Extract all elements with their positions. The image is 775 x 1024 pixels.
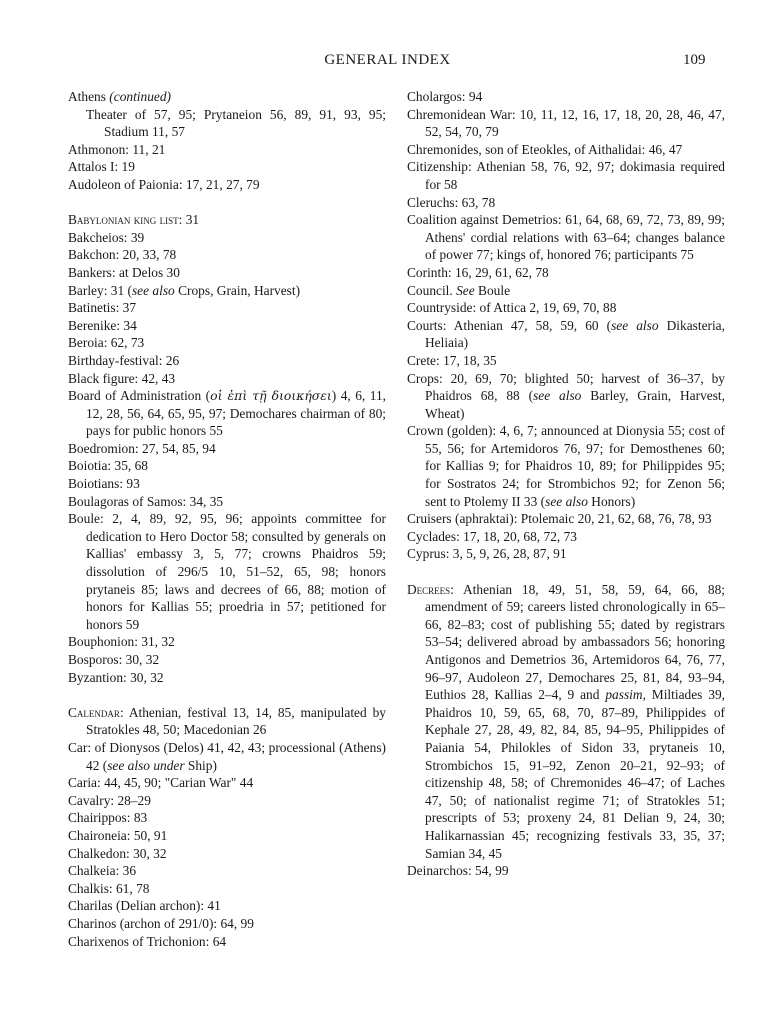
running-header: GENERAL INDEX bbox=[324, 52, 451, 68]
index-entry: Coalition against Demetrios: 61, 64, 68, 69, 72, 73, 89, 99; Athens' cordial relations with 63–64; changes balance of power 77; kings of, honored 76; participants 75 bbox=[407, 212, 725, 263]
index-entry: Chremonides, son of Eteokles, of Aithalidai: 46, 47 bbox=[407, 141, 683, 157]
index-entry-crops: Crops: 20, 69, 70; blighted 50; harvest of 36–37, by Phaidros 68, 88 (see also Barley, Grain, Harvest, Wheat) bbox=[407, 370, 725, 421]
index-entry-boule: Boule: 2, 4, 89, 92, 95, 96; appoints committee for dedication to Hero Doctor 58; consulted by generals on Kallias' embassy 3, 5, 77; crowns Phaidros 59; dissolution of 296/5 10, 51–52, 65, 98; honors prytaneis 85; laws and decrees of 66, 88; motion of honors for Kallias 55; proedria in 57; petitioned for honors 59 bbox=[68, 511, 386, 632]
index-entry: Chremonidean War: 10, 11, 12, 16, 17, 18, 20, 28, 46, 47, 52, 54, 70, 79 bbox=[407, 106, 725, 140]
page-number: 109 bbox=[683, 52, 706, 68]
index-entry: Berenike: 34 bbox=[68, 317, 137, 333]
index-entry: Cholargos: 94 bbox=[407, 89, 483, 104]
index-entry: Cleruchs: 63, 78 bbox=[407, 194, 496, 210]
index-entry-calendar: Calendar: Athenian, festival 13, 14, 85, manipulated by Stratokles 48, 50; Macedonian 26 bbox=[68, 704, 386, 738]
index-entry-courts: Courts: Athenian 47, 58, 59, 60 (see also Dikasteria, Heliaia) bbox=[407, 317, 725, 351]
index-entry: Chairippos: 83 bbox=[68, 810, 148, 826]
index-entry: Countryside: of Attica 2, 19, 69, 70, 88 bbox=[407, 300, 617, 316]
index-entry: Byzantion: 30, 32 bbox=[68, 669, 164, 685]
index-entry: Cavalry: 28–29 bbox=[68, 792, 151, 808]
index-entry: Audoleon of Paionia: 17, 21, 27, 79 bbox=[68, 176, 260, 192]
index-entry: Bouphonion: 31, 32 bbox=[68, 634, 175, 650]
index-entry: Bakchon: 20, 33, 78 bbox=[68, 247, 177, 263]
index-entry: Cyprus: 3, 5, 9, 26, 28, 87, 91 bbox=[407, 546, 567, 562]
index-entry: Cruisers (aphraktai): Ptolemaic 20, 21, 62, 68, 76, 78, 93 bbox=[407, 511, 712, 527]
section-gap bbox=[68, 686, 386, 704]
index-entry: Chaironeia: 50, 91 bbox=[68, 827, 168, 843]
index-entry: Bakcheios: 39 bbox=[68, 229, 145, 245]
index-entry-crown: Crown (golden): 4, 6, 7; announced at Dionysia 55; cost of 55, 56; for Artemidoros 76, 97; for Demosthenes 60; for Kallias 9; for Phaidros 10, 89; for Philippides 95; for Sostratos 24; for Strombichos 92; for Zenon 56; sent to Ptolemy II 33 (see also Honors) bbox=[407, 423, 725, 509]
index-entry: Chalkis: 61, 78 bbox=[68, 880, 150, 896]
index-entry: Birthday-festival: 26 bbox=[68, 352, 180, 368]
index-entry: Athmonon: 11, 21 bbox=[68, 141, 166, 157]
index-entry: Chalkeia: 36 bbox=[68, 863, 137, 879]
index-entry: Attalos I: 19 bbox=[68, 159, 135, 175]
index-entry: Charinos (archon of 291/0): 64, 99 bbox=[68, 915, 254, 931]
index-entry-babylonian: Babylonian king list: 31 bbox=[68, 212, 200, 228]
index-entry: Boulagoras of Samos: 34, 35 bbox=[68, 493, 224, 509]
section-gap bbox=[407, 563, 725, 581]
index-entry: Charilas (Delian archon): 41 bbox=[68, 898, 221, 914]
index-entry: Citizenship: Athenian 58, 76, 92, 97; dokimasia required for 58 bbox=[407, 159, 725, 192]
index-entry: Bankers: at Delos 30 bbox=[68, 264, 180, 280]
section-gap bbox=[68, 194, 386, 212]
index-entry: Cyclades: 17, 18, 20, 68, 72, 73 bbox=[407, 528, 577, 544]
index-entry-council: Council. See Boule bbox=[407, 282, 511, 298]
index-entry: Boiotia: 35, 68 bbox=[68, 458, 148, 474]
index-entry-board: Board of Administration (οἱ ἐπὶ τῇ διοικήσει) 4, 6, 11, 12, 28, 56, 64, 65, 95, 97; Demochares chairman of 80; pays for public honors 55 bbox=[68, 388, 386, 439]
index-entry: Black figure: 42, 43 bbox=[68, 370, 176, 386]
index-entry: Charixenos of Trichonion: 64 bbox=[68, 933, 227, 949]
index-subentry-athens: Theater of 57, 95; Prytaneion 56, 89, 91, 93, 95; Stadium 11, 57 bbox=[86, 106, 386, 140]
index-entry: Boiotians: 93 bbox=[68, 476, 140, 492]
index-entry: Beroia: 62, 73 bbox=[68, 335, 145, 351]
index-entry: Corinth: 16, 29, 61, 62, 78 bbox=[407, 264, 549, 280]
index-entry: Chalkedon: 30, 32 bbox=[68, 845, 167, 861]
index-entry-athens: Athens (continued) bbox=[68, 89, 172, 104]
index-entry-decrees: Decrees: Athenian 18, 49, 51, 58, 59, 64, 66, 88; amendment of 59; careers listed chronologically in 65–66, 82–83; cost of publishing 55; dated by registrars 53–54; delivered abroad by ambassadors 56; honoring Antigonos and Demetrios 36, Artemidoros 64, 76, 77, 96–97, Audoleon 27, Demochares 25, 81, 84, 93–94, Euthios 28, Kallias 2–4, 9 and passim, Miltiades 39, Phaidros 10, 59, 65, 68, 70, 87–89, Philippides of Kephale 27, 28, 49, 82, 84, 85, 94–95, Philippides of Paiania 54, Philokles of Sidon 33, prytaneis 10, Strombichos 15, 91–92, Zenon 20–21, 92–93; of citizenship 48, 58; of Chremonides 46–47; of Laches 47, 50; of nationalist regime 71; of Stratokles 51; prescripts of 53; proxeny 24, 81 Delian 9, 24, 30; Halikarnassian 45; recognizing festivals 33, 35, 37; Samian 34, 45 bbox=[407, 581, 725, 861]
index-entry: Crete: 17, 18, 35 bbox=[407, 352, 497, 368]
index-entry: Bosporos: 30, 32 bbox=[68, 652, 160, 667]
index-column-left bbox=[68, 88, 386, 950]
index-entry: Boedromion: 27, 54, 85, 94 bbox=[68, 440, 216, 456]
index-entry-car: Car: of Dionysos (Delos) 41, 42, 43; processional (Athens) 42 (see also under Ship) bbox=[68, 739, 386, 773]
index-entry-barley: Barley: 31 (see also Crops, Grain, Harvest) bbox=[68, 282, 301, 298]
index-column-right bbox=[407, 88, 725, 880]
index-entry: Batinetis: 37 bbox=[68, 300, 137, 316]
index-entry: Caria: 44, 45, 90; "Carian War" 44 bbox=[68, 775, 254, 791]
index-entry: Deinarchos: 54, 99 bbox=[407, 863, 509, 879]
